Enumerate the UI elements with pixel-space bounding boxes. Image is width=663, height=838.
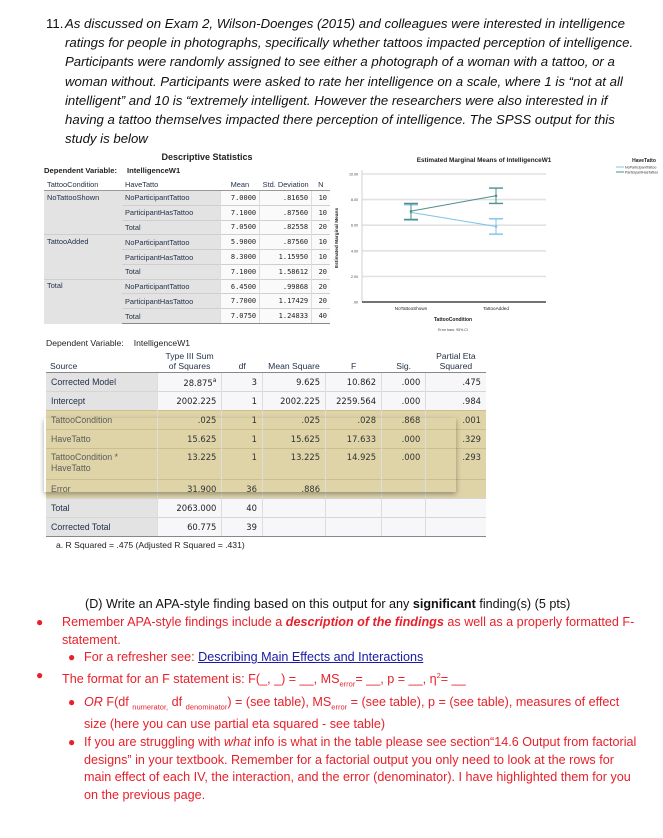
col-header-df: df (222, 350, 263, 373)
list-item: ● The format for an F statement is: F(_, _) = __, $MS_{error}=$ __, p = __, $\eta^2=$ __ (36, 668, 466, 689)
col-header-f: F (326, 350, 382, 373)
col-header-source: Source (46, 350, 157, 373)
y-tick-label: .00 (353, 300, 358, 305)
cell-eta (426, 499, 486, 518)
cell-eta: .329 (426, 430, 486, 449)
data-point (410, 210, 413, 213)
table-row (44, 279, 330, 294)
x-tick-label: TattooAdded (483, 306, 509, 311)
cell-n: 10 (312, 250, 330, 265)
cell-sig: .000 (382, 373, 426, 392)
cell-sig (382, 518, 426, 537)
cell-source: Total (46, 499, 157, 518)
cell-n: 20 (312, 294, 330, 309)
instruction-list (0, 614, 663, 805)
cell-eta (426, 518, 486, 537)
cell-ss: 28.875$^a$ (157, 373, 222, 392)
cell-eta: .001 (426, 411, 486, 430)
col-header-ss: Type III Sum of Squares (157, 350, 222, 373)
cell-mean: 7.0000 (220, 191, 260, 206)
cell-sd: .87560 (260, 235, 312, 250)
cell-sd: 1.17429 (260, 294, 312, 309)
cell-sig: .000 (382, 392, 426, 411)
cell-n: 10 (312, 191, 330, 206)
cell-mean: 7.0500 (220, 220, 260, 235)
descriptive-dv: Dependent Variable: IntelligenceW1 (44, 166, 181, 175)
table-row (46, 480, 486, 499)
legend-label: NoParticipantTattoo (625, 165, 657, 170)
cell-sd: .82558 (260, 220, 312, 235)
cell-ms: .886 (262, 480, 325, 499)
cell-ss: 15.625 (157, 430, 222, 449)
y-tick-label: 4.00 (351, 249, 358, 254)
part-d-heading: (D) Write an APA-style finding based on this output for any significant finding(s) (5 pts) (85, 597, 571, 611)
cell-df: 3 (222, 373, 263, 392)
cell-sig: .000 (382, 430, 426, 449)
table-row (46, 449, 486, 480)
bullet-icon: ● (36, 668, 44, 683)
cell-df: 39 (222, 518, 263, 537)
cell-ss: 60.775 (157, 518, 222, 537)
cell-condition: TattooAdded (44, 235, 122, 279)
col-header: Mean (220, 179, 260, 191)
cell-source: Error (46, 480, 157, 499)
refresher-link[interactable]: Describing Main Effects and Interactions (198, 650, 424, 665)
series-line-ParticipantHasTattoo (411, 196, 496, 211)
chart-title: Estimated Marginal Means of IntelligenceW1 (416, 157, 552, 164)
x-tick-label: NoTattooShown (394, 306, 428, 311)
cell-sd: .99868 (260, 279, 312, 294)
table-row (46, 373, 486, 392)
question-body: As discussed on Exam 2, Wilson-Doenges (2015) and colleagues were interested in intelligence ratings for people in photographs, specifically whether tattoos impacted perception of intelligence. Participants were randomly assigned to see either a photograph of a woman with a tattoo, or a woman without. Participants were asked to rate her intelligence on a scale, where 1 is “not at all intelligent” and 10 is “extremely intelligent. However the researchers were also interested in if having a tattoo themselves impacted there perception of intelligence. The SPSS output for this study is below (65, 16, 634, 147)
descriptive-statistics (44, 152, 330, 324)
cell-mean: 7.1000 (220, 264, 260, 279)
table-row (46, 499, 486, 518)
cell-ms: 2002.225 (262, 392, 325, 411)
col-header: Std. Deviation (260, 179, 312, 191)
cell-sd: 1.58612 (260, 264, 312, 279)
col-header-sig: Sig. (382, 350, 426, 373)
cell-f (326, 480, 382, 499)
anova-output (46, 338, 486, 550)
cell-source: Corrected Total (46, 518, 157, 537)
cell-n: 10 (312, 235, 330, 250)
cell-have: Total (122, 220, 220, 235)
bullet-icon: ● (68, 694, 76, 709)
table-row (46, 518, 486, 537)
col-header: TattooCondition (44, 179, 122, 191)
table-row (44, 191, 330, 206)
cell-sd: .81650 (260, 191, 312, 206)
cell-f: 17.633 (326, 430, 382, 449)
cell-ms: 15.625 (262, 430, 325, 449)
chart-svg (326, 150, 663, 340)
cell-condition: Total (44, 279, 122, 323)
list-item: ● OR F(df $_{numerator,}$ df $_{denominator}$) = (see table), $MS_{error} = (see$ table), p = (see table), measures of effect size (here you can use partial eta squared - see table) (68, 694, 620, 731)
cell-df: 36 (222, 480, 263, 499)
cell-n: 40 (312, 309, 330, 324)
list-item: ● Remember APA-style findings include a description of the findings as well as a properly formatted F-statement. (36, 614, 635, 647)
chart-note: Error bars: 95% CI (438, 328, 468, 332)
cell-eta: .475 (426, 373, 486, 392)
col-header-eta: Partial Eta Squared (426, 350, 486, 373)
cell-ss: .025 (157, 411, 222, 430)
x-axis-label: TattooCondition (433, 317, 473, 323)
cell-mean: 6.4500 (220, 279, 260, 294)
cell-ss: 2063.000 (157, 499, 222, 518)
y-tick-label: 8.00 (351, 198, 358, 203)
cell-mean: 7.7000 (220, 294, 260, 309)
cell-ms: 9.625 (262, 373, 325, 392)
cell-df: 1 (222, 392, 263, 411)
cell-f: 10.862 (326, 373, 382, 392)
bullet-icon: ● (36, 614, 44, 629)
cell-ms: .025 (262, 411, 325, 430)
cell-df: 1 (222, 449, 263, 480)
cell-mean: 8.3000 (220, 250, 260, 265)
data-point (495, 194, 498, 197)
cell-df: 1 (222, 430, 263, 449)
cell-source: TattooCondition (46, 411, 157, 430)
cell-source: HaveTatto (46, 430, 157, 449)
cell-sig: .000 (382, 449, 426, 480)
marginal-means-chart (326, 150, 663, 340)
cell-eta (426, 480, 486, 499)
cell-have: ParticipantHasTattoo (122, 250, 220, 265)
cell-eta: .293 (426, 449, 486, 480)
cell-sig: .868 (382, 411, 426, 430)
cell-sig (382, 499, 426, 518)
col-header: N (312, 179, 330, 191)
col-header: HaveTatto (122, 179, 220, 191)
table-row (46, 392, 486, 411)
cell-ms (262, 499, 325, 518)
cell-sd: 1.15950 (260, 250, 312, 265)
cell-have: NoParticipantTattoo (122, 279, 220, 294)
y-tick-label: 2.00 (351, 274, 358, 279)
cell-have: Total (122, 264, 220, 279)
descriptive-table (44, 179, 330, 324)
part-d-instructions (0, 596, 663, 805)
cell-ss: 2002.225 (157, 392, 222, 411)
legend-label: ParticipantHasTattoo (625, 170, 659, 175)
y-axis-label: Estimated Marginal Means (335, 207, 340, 269)
cell-mean: 5.9000 (220, 235, 260, 250)
cell-n: 20 (312, 264, 330, 279)
series-line-NoParticipantTattoo (411, 212, 496, 226)
footnote-marker: a (212, 376, 217, 384)
cell-df: 40 (222, 499, 263, 518)
cell-mean: 7.1000 (220, 205, 260, 220)
cell-df: 1 (222, 411, 263, 430)
cell-ms: 13.225 (262, 449, 325, 480)
cell-condition: NoTattooShown (44, 191, 122, 235)
cell-ss: 31.900 (157, 480, 222, 499)
list-item: ● If you are struggling with what info is what in the table please see section“14.6 Output from factorial designs” in your textbook. Remember for a factorial output you only need to look at the rows for main effect of each IV, the interaction, and the error (denominator). I have highlighted them for you on the previous page. (68, 734, 637, 803)
bullet-icon: ● (68, 650, 76, 665)
col-header-ms: Mean Square (262, 350, 325, 373)
y-tick-label: 6.00 (351, 223, 358, 228)
cell-source: Corrected Model (46, 373, 157, 392)
cell-f (326, 518, 382, 537)
cell-have: Total (122, 309, 220, 324)
cell-eta: .984 (426, 392, 486, 411)
cell-f: 2259.564 (326, 392, 382, 411)
bullet-icon: ● (68, 734, 76, 749)
cell-mean: 7.0750 (220, 309, 260, 324)
cell-f: .028 (326, 411, 382, 430)
legend-title: HaveTatto (632, 158, 656, 164)
question-text (46, 14, 646, 148)
anova-footnote: a. R Squared = .475 (Adjusted R Squared = .431) (56, 540, 245, 550)
table-row (46, 430, 486, 449)
y-tick-label: 10.00 (349, 172, 358, 177)
cell-f (326, 499, 382, 518)
cell-sd: 1.24833 (260, 309, 312, 324)
cell-source: TattooCondition * HaveTatto (46, 449, 157, 480)
list-item: ● For a refresher see: Describing Main Effects and Interactions (0, 649, 640, 667)
anova-table (46, 350, 486, 537)
table-row (46, 411, 486, 430)
cell-ss: 13.225 (157, 449, 222, 480)
cell-sd: .87560 (260, 205, 312, 220)
cell-have: ParticipantHasTattoo (122, 294, 220, 309)
cell-sig (382, 480, 426, 499)
cell-n: 20 (312, 220, 330, 235)
data-point (495, 225, 498, 228)
cell-source: Intercept (46, 392, 157, 411)
cell-have: NoParticipantTattoo (122, 191, 220, 206)
cell-f: 14.925 (326, 449, 382, 480)
cell-have: NoParticipantTattoo (122, 235, 220, 250)
cell-have: ParticipantHasTattoo (122, 205, 220, 220)
cell-n: 10 (312, 205, 330, 220)
cell-n: 20 (312, 279, 330, 294)
descriptive-title: Descriptive Statistics (161, 152, 253, 162)
cell-ms (262, 518, 325, 537)
anova-dv: Dependent Variable: IntelligenceW1 (46, 338, 191, 348)
question-number: 11. (46, 16, 64, 31)
table-row (44, 235, 330, 250)
